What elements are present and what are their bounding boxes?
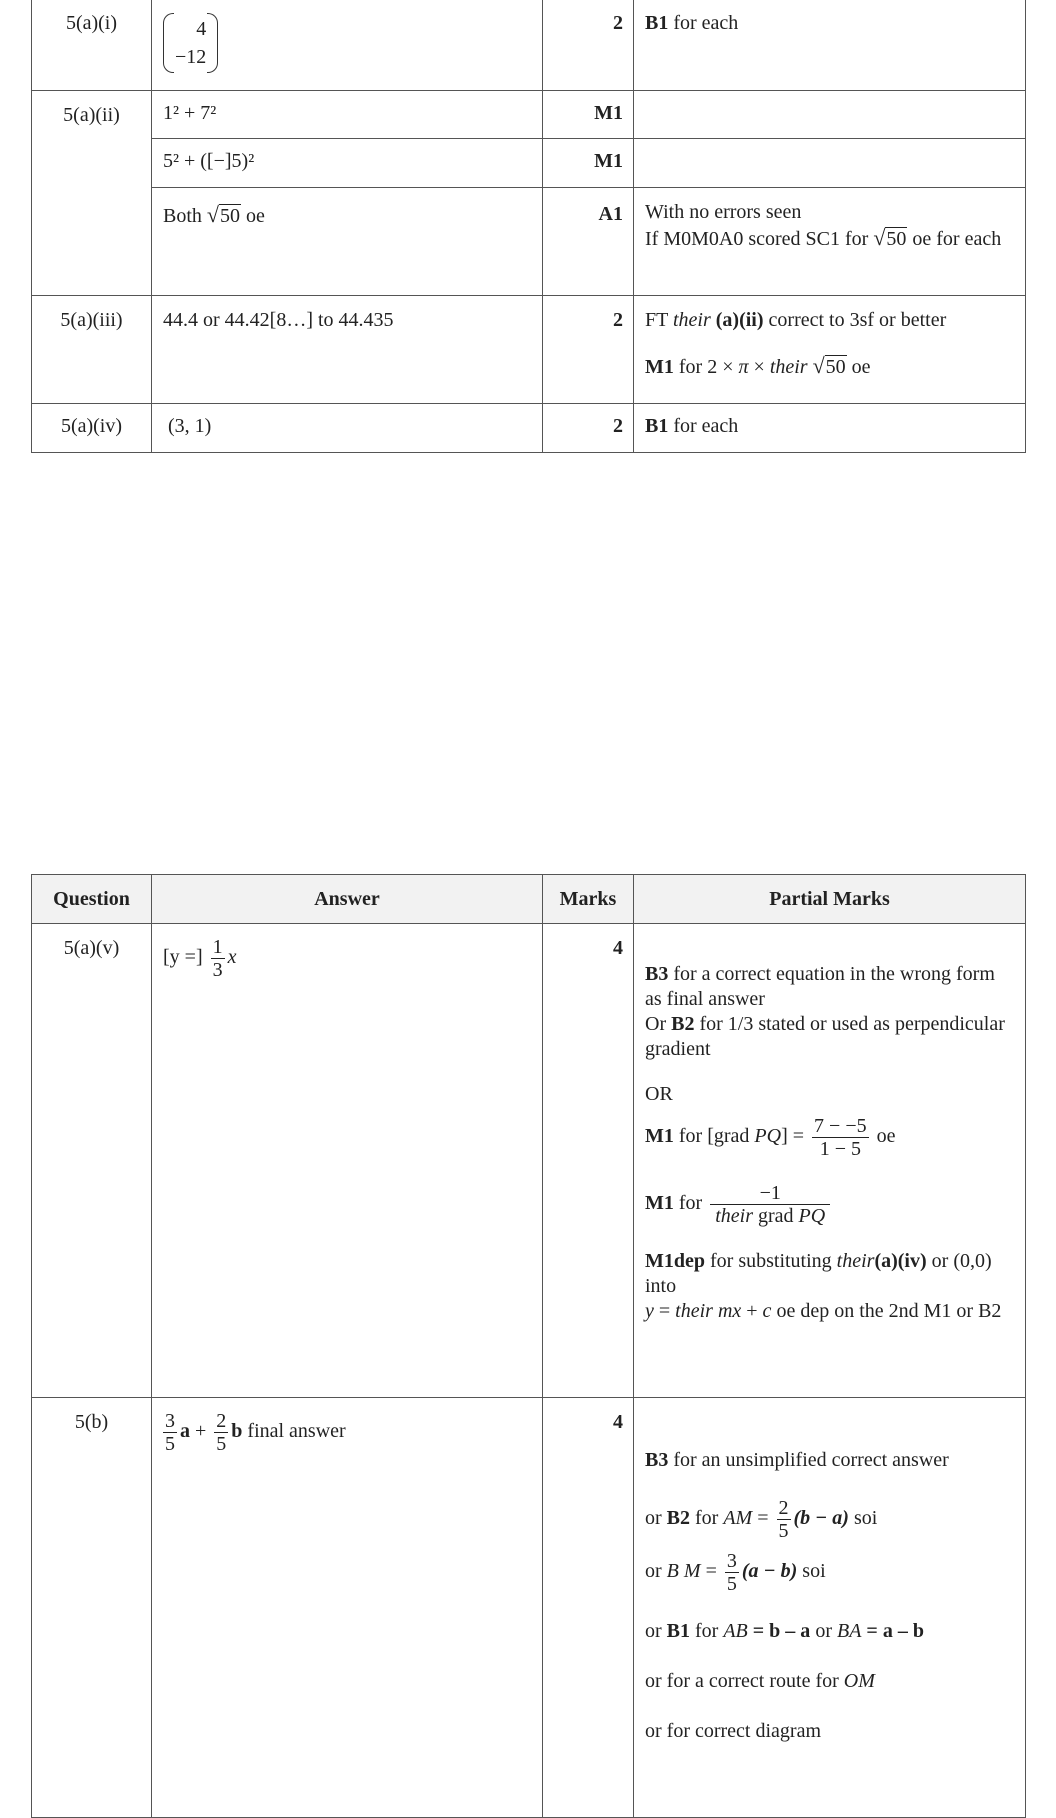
markscheme-table-bottom	[31, 874, 1026, 1818]
markscheme-table-top	[31, 0, 1026, 453]
partial-marks-cell: B1 for each	[634, 0, 1026, 91]
answer-cell: [y =] $\frac{1}{3}$ x	[152, 924, 543, 1398]
partial-marks-cell: FT their (a)(ii) correct to 3sf or better M1 for 2 × π × their √50 oe	[634, 296, 1026, 404]
column-header-partial-marks: Partial Marks	[634, 875, 1026, 924]
table-row	[32, 91, 1026, 139]
question-cell: 5(b)	[32, 1398, 152, 1818]
answer-cell: 1² + 7²	[152, 91, 543, 139]
partial-marks-cell: With no errors seen If M0M0A0 scored SC1 for √50 oe for each	[634, 188, 1026, 296]
marks-cell: 4	[543, 1398, 634, 1818]
column-vector: 4 −12	[163, 13, 218, 73]
table-row	[32, 188, 1026, 296]
question-cell: 5(a)(iii)	[32, 296, 152, 404]
column-header-answer: Answer	[152, 875, 543, 924]
marks-cell: 4	[543, 924, 634, 1398]
answer-cell: $\frac{3}{5}$ a + $\frac{2}{5}$ b final answer	[152, 1398, 543, 1818]
table-row	[32, 404, 1026, 453]
marks-cell: A1	[543, 188, 634, 296]
answer-cell: 5² + ([−]5)²	[152, 139, 543, 188]
question-cell: 5(a)(ii)	[32, 91, 152, 296]
answer-cell	[152, 0, 543, 91]
square-root: √50	[206, 202, 240, 227]
table-row	[32, 0, 1026, 91]
answer-cell: Both √50 oe	[152, 188, 543, 296]
question-cell: 5(a)(iv)	[32, 404, 152, 453]
table-row	[32, 139, 1026, 188]
marks-cell: 2	[543, 0, 634, 91]
partial-marks-cell: B3 for an unsimplified correct answer or B2 for AM = $\frac{2}{5}$ (b − a) soi or B M = $\frac{3}{5}$ (a − b) soi or B1 for AB = b – a or BA = a – b or for a correct route for OM or for correct diagram	[634, 1398, 1026, 1818]
partial-marks-cell: B3 for a correct equation in the wrong form as final answer Or B2 for 1/3 stated or used as perpendicular gradient OR M1 for [grad PQ] = $\frac{7 - -5}{1 - 5}$ oe M1 for $\frac{-1}{\text{their grad PQ}}$ M1dep for substituting their(a)(iv) or (0,0) into y = their mx + c oe dep on the 2nd M1 or B2	[634, 924, 1026, 1398]
partial-marks-cell	[634, 139, 1026, 188]
table-row	[32, 924, 1026, 1398]
partial-marks-cell	[634, 91, 1026, 139]
question-cell: 5(a)(v)	[32, 924, 152, 1398]
marks-cell: M1	[543, 139, 634, 188]
column-header-marks: Marks	[543, 875, 634, 924]
answer-cell: (3, 1)	[152, 404, 543, 453]
table-row	[32, 1398, 1026, 1818]
answer-cell: 44.4 or 44.42[8…] to 44.435	[152, 296, 543, 404]
partial-marks-cell: B1 for each	[634, 404, 1026, 453]
marks-cell: 2	[543, 296, 634, 404]
header-row	[32, 875, 1026, 924]
marks-cell: M1	[543, 91, 634, 139]
column-header-question: Question	[32, 875, 152, 924]
question-cell: 5(a)(i)	[32, 0, 152, 91]
table-row	[32, 296, 1026, 404]
marks-cell: 2	[543, 404, 634, 453]
